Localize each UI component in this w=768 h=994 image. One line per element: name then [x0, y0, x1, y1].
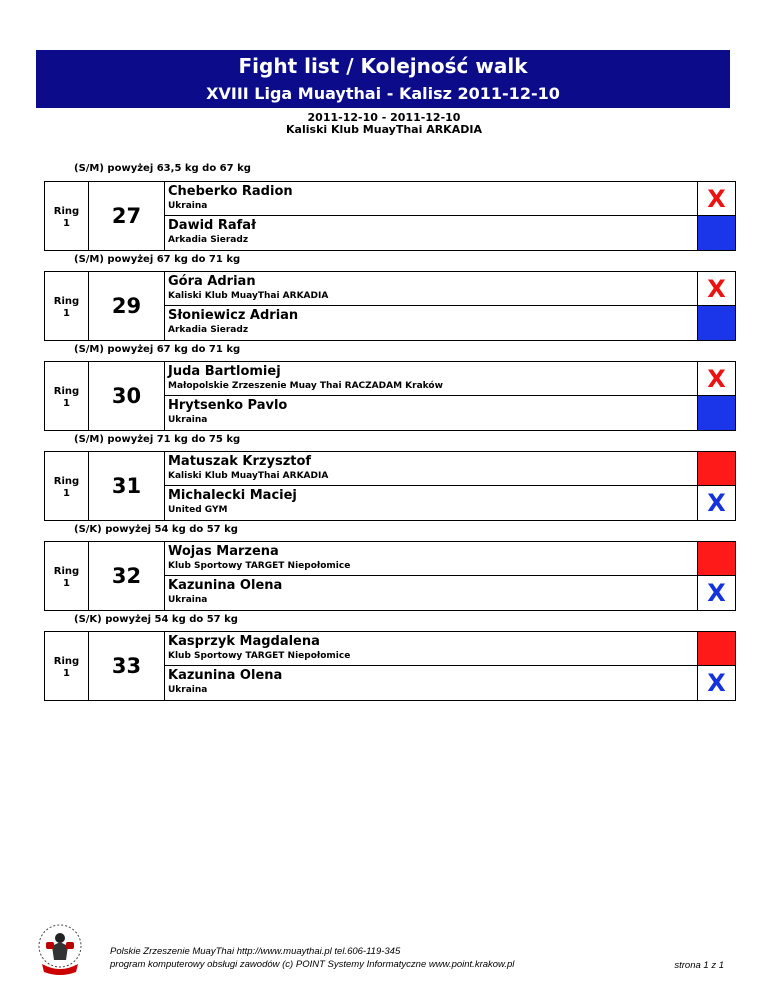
fighter-club: Ukraina	[168, 201, 208, 211]
red-corner-fighter	[165, 542, 697, 576]
winner-mark-red: X	[697, 272, 735, 306]
fighter-name: Cheberko Radion	[168, 184, 293, 199]
fighter-name: Wojas Marzena	[168, 544, 279, 559]
blue-corner-fighter	[165, 666, 697, 700]
fight-row	[44, 451, 736, 521]
fight-number: 30	[89, 362, 165, 430]
fight-row	[44, 541, 736, 611]
red-corner-fighter	[165, 182, 697, 216]
fighter-club: Klub Sportowy TARGET Niepołomice	[168, 561, 351, 571]
blue-corner-fighter	[165, 216, 697, 250]
winner-mark-blue: X	[697, 486, 735, 520]
ring-label: Ring	[53, 656, 80, 667]
fighter-name: Słoniewicz Adrian	[168, 308, 299, 323]
red-corner-fighter	[165, 632, 697, 666]
red-corner-fighter	[165, 452, 697, 486]
red-corner-swatch	[697, 632, 735, 666]
weight-category: (S/M) powyżej 71 kg do 75 kg	[74, 434, 241, 445]
fighter-name: Dawid Rafał	[168, 218, 256, 233]
fight-number: 31	[89, 452, 165, 520]
blue-corner-swatch	[697, 216, 735, 250]
fighter-name: Góra Adrian	[168, 274, 256, 289]
ring-label: Ring	[53, 296, 80, 307]
organizer: Kaliski Klub MuayThai ARKADIA	[286, 123, 482, 136]
fighter-club: Ukraina	[168, 415, 208, 425]
blue-corner-swatch	[697, 396, 735, 430]
fighter-club: Arkadia Sieradz	[168, 325, 249, 335]
ring-cell	[45, 542, 89, 610]
footer-contact: Polskie Zrzeszenie MuayThai http://www.muaythai.pl tel.606-119-345	[110, 946, 401, 957]
fighter-name: Kasprzyk Magdalena	[168, 634, 320, 649]
fighter-name: Kazunina Olena	[168, 578, 283, 593]
blue-corner-fighter	[165, 396, 697, 430]
blue-corner-fighter	[165, 306, 697, 340]
ring-number: 1	[63, 488, 70, 499]
fight-number: 29	[89, 272, 165, 340]
fighter-club: Klub Sportowy TARGET Niepołomice	[168, 651, 351, 661]
ring-number: 1	[63, 398, 70, 409]
fight-row	[44, 361, 736, 431]
fighter-club: Małopolskie Zrzeszenie Muay Thai RACZADAM Kraków	[168, 381, 443, 391]
ring-number: 1	[63, 578, 70, 589]
fight-row	[44, 181, 736, 251]
ring-cell	[45, 272, 89, 340]
blue-corner-fighter	[165, 486, 697, 520]
winner-mark-red: X	[697, 362, 735, 396]
fight-number: 27	[89, 182, 165, 250]
fighter-club: Ukraina	[168, 595, 208, 605]
fighter-club: Arkadia Sieradz	[168, 235, 249, 245]
weight-category: (S/K) powyżej 54 kg do 57 kg	[74, 614, 238, 625]
weight-category: (S/M) powyżej 63,5 kg do 67 kg	[74, 163, 251, 174]
red-corner-swatch	[697, 452, 735, 486]
ring-cell	[45, 182, 89, 250]
fighter-club: United GYM	[168, 505, 228, 515]
fight-row	[44, 271, 736, 341]
fight-number: 33	[89, 632, 165, 700]
ring-cell	[45, 452, 89, 520]
blue-corner-swatch	[697, 306, 735, 340]
ring-label: Ring	[53, 476, 80, 487]
ring-cell	[45, 362, 89, 430]
fighter-name: Matuszak Krzysztof	[168, 454, 312, 469]
fighter-club: Kaliski Klub MuayThai ARKADIA	[168, 291, 329, 301]
ring-number: 1	[63, 218, 70, 229]
ring-cell	[45, 632, 89, 700]
title-banner	[36, 50, 730, 108]
fighter-club: Ukraina	[168, 685, 208, 695]
winner-mark-blue: X	[697, 666, 735, 700]
fighter-club: Kaliski Klub MuayThai ARKADIA	[168, 471, 329, 481]
fighter-name: Juda Bartlomiej	[168, 364, 281, 379]
fighter-name: Hrytsenko Pavlo	[168, 398, 288, 413]
weight-category: (S/M) powyżej 67 kg do 71 kg	[74, 344, 241, 355]
blue-corner-fighter	[165, 576, 697, 610]
fighter-name: Michalecki Maciej	[168, 488, 297, 503]
ring-number: 1	[63, 308, 70, 319]
red-corner-fighter	[165, 272, 697, 306]
fight-number: 32	[89, 542, 165, 610]
ring-label: Ring	[53, 206, 80, 217]
fighter-name: Kazunina Olena	[168, 668, 283, 683]
winner-mark-blue: X	[697, 576, 735, 610]
ring-label: Ring	[53, 566, 80, 577]
footer-software: program komputerowy obsługi zawodów (c) POINT Systemy Informatyczne www.point.krakow.pl	[110, 959, 515, 970]
red-corner-swatch	[697, 542, 735, 576]
page-title: Fight list / Kolejność walk	[238, 54, 528, 78]
winner-mark-red: X	[697, 182, 735, 216]
page-number: strona 1 z 1	[674, 960, 724, 971]
event-title: XVIII Liga Muaythai - Kalisz 2011-12-10	[206, 84, 560, 103]
muaythai-logo-icon	[28, 916, 92, 978]
weight-category: (S/K) powyżej 54 kg do 57 kg	[74, 524, 238, 535]
event-dates: 2011-12-10 - 2011-12-10	[307, 111, 461, 124]
weight-category: (S/M) powyżej 67 kg do 71 kg	[74, 254, 241, 265]
ring-number: 1	[63, 668, 70, 679]
fight-row	[44, 631, 736, 701]
ring-label: Ring	[53, 386, 80, 397]
red-corner-fighter	[165, 362, 697, 396]
